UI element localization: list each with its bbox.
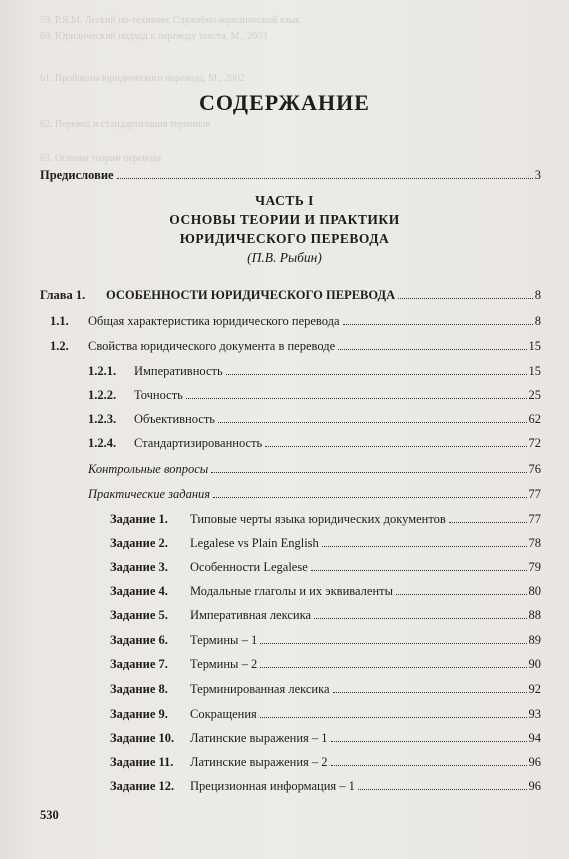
toc-page: 96 — [528, 779, 541, 793]
toc-entry-task[interactable] — [110, 779, 541, 794]
toc-page: 79 — [528, 560, 541, 574]
toc-entry-practical-tasks[interactable] — [88, 487, 541, 502]
toc-number: Глава 1. — [40, 288, 86, 302]
toc-page: 90 — [528, 657, 541, 671]
toc-number: Задание 1. — [110, 512, 168, 526]
toc-leader — [260, 717, 527, 718]
toc-leader — [343, 324, 533, 325]
toc-leader — [213, 497, 526, 498]
page-title: СОДЕРЖАНИЕ — [199, 90, 370, 115]
toc-entry-task[interactable] — [110, 682, 541, 697]
toc-leader — [331, 765, 527, 766]
toc-number: Задание 3. — [110, 560, 168, 574]
toc-leader — [226, 374, 527, 375]
toc-leader — [218, 422, 526, 423]
toc-page: 25 — [528, 388, 541, 402]
toc-label: Legalese vs Plain English — [190, 536, 319, 550]
toc-entry-task[interactable] — [110, 755, 541, 770]
toc-page: 62 — [528, 412, 541, 426]
part-title-line2: ЮРИДИЧЕСКОГО ПЕРЕВОДА — [179, 231, 390, 246]
bleed-line: 59. Р.Я.М. Легкий по-техничес Служебно-юридический язык — [40, 15, 301, 26]
toc-number: 1.2. — [50, 339, 69, 353]
toc-number: Задание 6. — [110, 633, 168, 647]
toc-entry-task[interactable] — [110, 512, 541, 527]
bleed-line: 60. Юридический подход к переводу текста, М., 2003 — [40, 31, 268, 42]
toc-number: Задание 7. — [110, 657, 168, 671]
toc-entry-section-1-2[interactable] — [50, 339, 541, 354]
toc-leader — [186, 398, 527, 399]
toc-number: Задание 5. — [110, 608, 168, 622]
toc-entry-task[interactable] — [110, 536, 541, 551]
toc-label: Точность — [134, 388, 183, 402]
bleed-line: 61. Проблемы юридического перевода, М., 2002 — [40, 73, 245, 84]
toc-leader — [449, 522, 527, 523]
bleed-line: 62. Перевод и стандартизация терминов — [40, 119, 211, 130]
toc-page: 3 — [534, 168, 541, 182]
toc-entry-section-1-2-1[interactable] — [88, 364, 541, 379]
toc-entry-task[interactable] — [110, 657, 541, 672]
toc-page: 78 — [528, 536, 541, 550]
toc-entry-task[interactable] — [110, 608, 541, 623]
toc-label: Сокращения — [190, 707, 257, 721]
toc-label: Особенности Legalese — [190, 560, 308, 574]
toc-number: Задание 9. — [110, 707, 168, 721]
toc-entry-task[interactable] — [110, 560, 541, 575]
toc-entry-task[interactable] — [110, 731, 541, 746]
toc-label: Объективность — [134, 412, 216, 426]
part-title-line1: ОСНОВЫ ТЕОРИИ И ПРАКТИКИ — [169, 212, 400, 227]
part-heading: ЧАСТЬ I — [255, 193, 314, 208]
toc-page: 93 — [528, 707, 541, 721]
toc-label: Стандартизированность — [134, 436, 263, 450]
toc-leader — [314, 618, 526, 619]
toc-number: Задание 10. — [110, 731, 175, 745]
toc-label: Свойства юридического документа в переводе — [88, 339, 336, 353]
toc-number: 1.2.3. — [88, 412, 117, 426]
toc-page: 94 — [528, 731, 541, 745]
toc-number: Задание 11. — [110, 755, 174, 769]
toc-label: Термины – 2 — [190, 657, 258, 671]
toc-entry-task[interactable] — [110, 584, 541, 599]
toc-label: Латинские выражения – 2 — [190, 755, 328, 769]
toc-leader — [260, 667, 526, 668]
toc-page: 77 — [528, 487, 541, 501]
toc-leader — [396, 594, 527, 595]
toc-label: Латинские выражения – 1 — [190, 731, 328, 745]
toc-label: Прецизионная информация – 1 — [190, 779, 355, 793]
toc-number: Задание 12. — [110, 779, 175, 793]
toc-page: 8 — [534, 314, 541, 328]
toc-number: 1.2.4. — [88, 436, 117, 450]
toc-leader — [333, 692, 527, 693]
bleed-line: 63. Основы теории перевода — [40, 153, 162, 164]
toc-page: 8 — [534, 288, 541, 302]
toc-entry-section-1-1[interactable] — [50, 314, 541, 329]
toc-entry-chapter-1[interactable] — [40, 288, 541, 303]
toc-label: Практические задания — [88, 487, 211, 501]
toc-page: 72 — [528, 436, 541, 450]
toc-number: Задание 8. — [110, 682, 168, 696]
page-number: 530 — [40, 808, 59, 822]
toc-number: 1.1. — [50, 314, 69, 328]
toc-page: 80 — [528, 584, 541, 598]
toc-number: Задание 4. — [110, 584, 168, 598]
toc-number: Задание 2. — [110, 536, 168, 550]
toc-entry-task[interactable] — [110, 707, 541, 722]
toc-leader — [265, 446, 526, 447]
toc-leader — [211, 472, 526, 473]
toc-leader — [311, 570, 527, 571]
part-author: (П.В. Рыбин) — [247, 250, 322, 265]
toc-number: 1.2.2. — [88, 388, 117, 402]
toc-page: 96 — [528, 755, 541, 769]
toc-leader — [322, 546, 527, 547]
toc-number: 1.2.1. — [88, 364, 117, 378]
toc-entry-section-1-2-4[interactable] — [88, 436, 541, 451]
toc-page: 15 — [528, 364, 541, 378]
toc-page: 89 — [528, 633, 541, 647]
toc-page: 77 — [528, 512, 541, 526]
toc-leader — [338, 349, 526, 350]
toc-page: 76 — [528, 462, 541, 476]
toc-leader — [331, 741, 527, 742]
toc-entry-section-1-2-2[interactable] — [88, 388, 541, 403]
toc-label: Контрольные вопросы — [88, 462, 209, 476]
toc-entry-preface[interactable] — [40, 168, 541, 183]
toc-page: 92 — [528, 682, 541, 696]
toc-label: Типовые черты языка юридических документов — [190, 512, 446, 526]
toc-leader — [358, 789, 527, 790]
toc-leader — [398, 298, 533, 299]
toc-entry-section-1-2-3[interactable] — [88, 412, 541, 427]
toc-label: ОСОБЕННОСТИ ЮРИДИЧЕСКОГО ПЕРЕВОДА — [106, 288, 396, 302]
toc-label: Императивная лексика — [190, 608, 312, 622]
toc-label: Термины – 1 — [190, 633, 258, 647]
toc-leader — [260, 643, 526, 644]
toc-leader — [117, 178, 533, 179]
toc-label: Предисловие — [40, 168, 114, 182]
toc-label: Императивность — [134, 364, 223, 378]
toc-page: 88 — [528, 608, 541, 622]
toc-entry-control-questions[interactable] — [88, 462, 541, 477]
toc-page: 15 — [528, 339, 541, 353]
toc-label: Модальные глаголы и их эквиваленты — [190, 584, 393, 598]
toc-entry-task[interactable] — [110, 633, 541, 648]
toc-label: Терминированная лексика — [190, 682, 330, 696]
toc-label: Общая характеристика юридического перевода — [88, 314, 340, 328]
